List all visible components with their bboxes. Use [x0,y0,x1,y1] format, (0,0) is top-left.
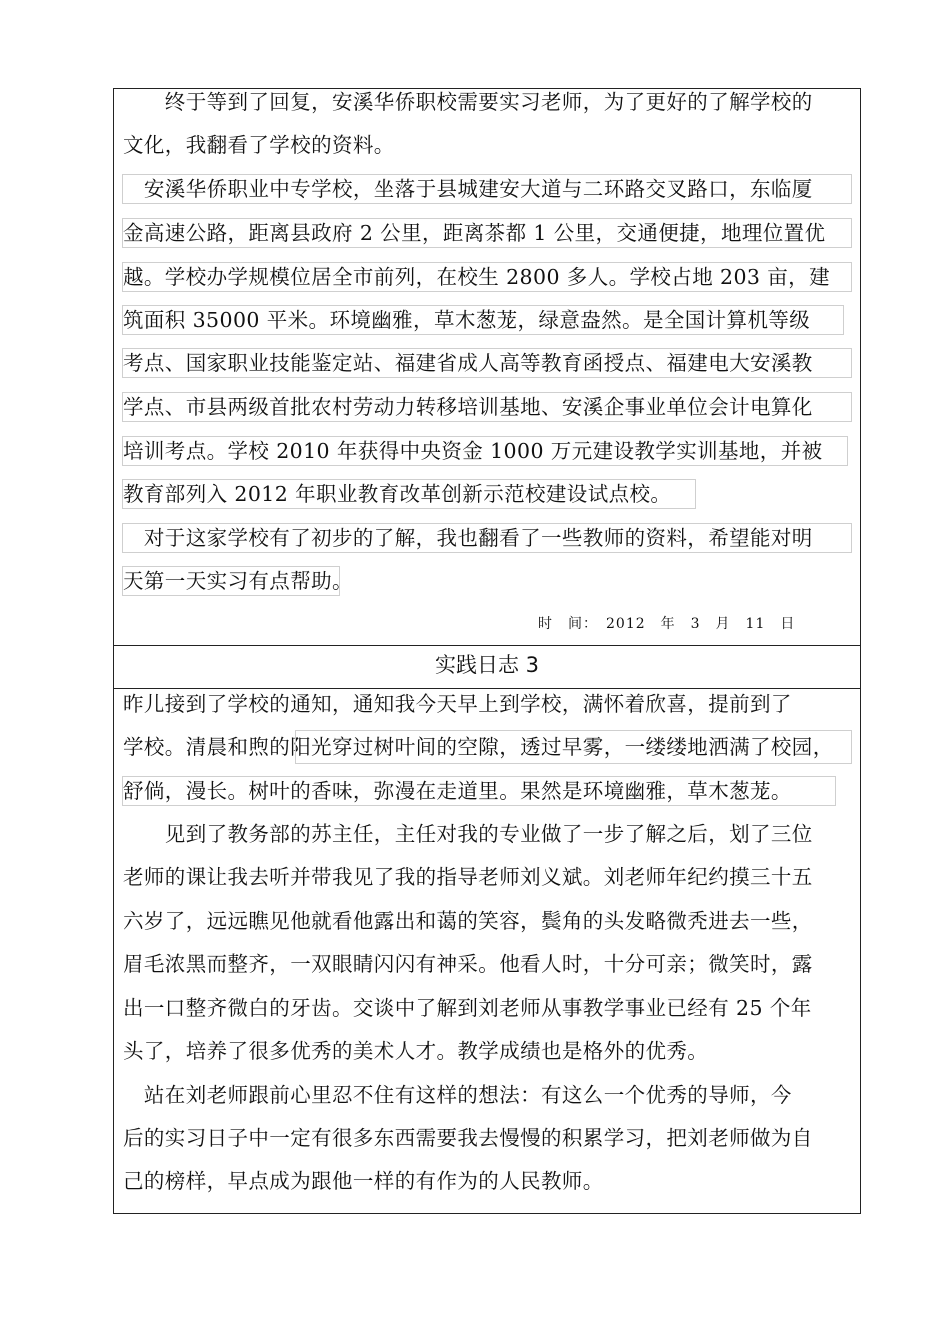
text-line: 越。学校办学规模位居全市前列，在校生 2800 多人。学校占地 203 亩，建 [122,262,852,292]
text-line: 头了，培养了很多优秀的美术人才。教学成绩也是格外的优秀。 [123,1039,709,1063]
text-line: 己的榜样，早点成为跟他一样的有作为的人民教师。 [123,1169,604,1193]
text-line: 学校。清晨和煦的阳光穿过树叶间的空隙，透过早雾，一缕缕地洒满了校园， [123,735,834,759]
text-line: 考点、国家职业技能鉴定站、福建省成人高等教育函授点、福建电大安溪教 [122,348,852,378]
section-divider [113,688,861,689]
text-line: 筑面积 35000 平米。环境幽雅，草木葱茏，绿意盎然。是全国计算机等级 [122,305,844,335]
text-line: 昨儿接到了学校的通知，通知我今天早上到学校，满怀着欣喜，提前到了 [123,692,792,716]
text-line: 眉毛浓黑而整齐，一双眼睛闪闪有神采。他看人时，十分可亲；微笑时，露 [123,952,813,976]
text-line: 六岁了，远远瞧见他就看他露出和蔼的笑容，鬓角的头发略微秃进去一些， [123,909,813,933]
text-line: 见到了教务部的苏主任，主任对我的专业做了一步了解之后，划了三位 [123,822,813,846]
text-line: 后的实习日子中一定有很多东西需要我去慢慢的积累学习，把刘老师做为自 [123,1126,813,1150]
text-line: 舒倘，漫长。树叶的香味，弥漫在走道里。果然是环境幽雅，草木葱茏。 [122,776,836,806]
text-line: 文化，我翻看了学校的资料。 [123,133,395,157]
text-line: 天第一天实习有点帮助。 [122,566,340,596]
entry-date: 时 间： 2012 年 3 月 11 日 [538,616,796,632]
text-line: 学点、市县两级首批农村劳动力转移培训基地、安溪企事业单位会计电算化 [122,392,852,422]
text-line: 老师的课让我去听并带我见了我的指导老师刘义斌。刘老师年纪约摸三十五 [123,865,813,889]
highlight-box [295,730,852,764]
section-divider [113,645,861,646]
text-line: 教育部列入 2012 年职业教育改革创新示范校建设试点校。 [122,479,696,509]
text-line: 培训考点。学校 2010 年获得中央资金 1000 万元建设教学实训基地，并被 [122,436,848,466]
text-line: 安溪华侨职业中专学校，坐落于县城建安大道与二环路交叉路口，东临厦 [122,174,852,204]
text-line: 对于这家学校有了初步的了解，我也翻看了一些教师的资料，希望能对明 [122,523,852,553]
entry-title: 实践日志 3 [434,653,540,677]
text-line: 站在刘老师跟前心里忍不住有这样的想法：有这么一个优秀的导师，今 [123,1083,792,1107]
text-line: 出一口整齐微白的牙齿。交谈中了解到刘老师从事教学事业已经有 25 个年 [123,996,812,1020]
text-line: 金高速公路，距离县政府 2 公里，距离茶都 1 公里，交通便捷，地理位置优 [122,218,852,248]
text-line: 终于等到了回复，安溪华侨职校需要实习老师，为了更好的了解学校的 [123,90,813,114]
